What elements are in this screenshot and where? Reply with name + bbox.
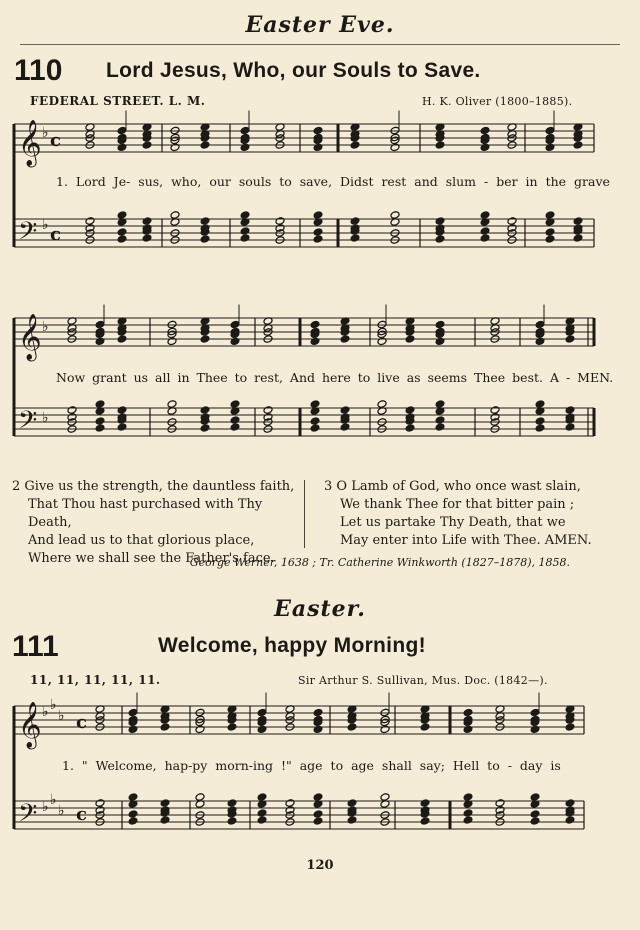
note-head bbox=[390, 143, 400, 152]
note-head bbox=[160, 723, 170, 732]
hymn-number: 110 bbox=[14, 54, 63, 87]
note-head bbox=[420, 799, 430, 808]
note-head bbox=[435, 141, 445, 150]
hymn-title: Welcome, happy Morning! bbox=[158, 634, 426, 657]
note-head bbox=[170, 143, 180, 152]
note-head bbox=[435, 423, 445, 432]
note-head bbox=[565, 335, 575, 344]
note-head bbox=[227, 799, 237, 808]
svg-text:♭: ♭ bbox=[42, 217, 49, 233]
treble-clef-icon: 𝄞 bbox=[18, 120, 42, 166]
note-head bbox=[200, 141, 210, 150]
note-head bbox=[463, 725, 473, 734]
note-head bbox=[230, 320, 240, 329]
note-head bbox=[377, 337, 387, 346]
note-head bbox=[313, 708, 323, 717]
note-head bbox=[313, 211, 323, 220]
note-head bbox=[507, 217, 517, 226]
note-head bbox=[313, 817, 323, 826]
note-head bbox=[435, 416, 445, 425]
note-head bbox=[200, 424, 210, 433]
note-head bbox=[240, 126, 250, 135]
note-head bbox=[545, 126, 555, 135]
svg-text:♭: ♭ bbox=[42, 704, 49, 720]
staff-lines-treble-1 bbox=[14, 124, 594, 152]
note-head bbox=[117, 235, 127, 244]
note-head bbox=[347, 816, 357, 825]
note-head bbox=[227, 817, 237, 826]
note-head bbox=[230, 416, 240, 425]
note-head bbox=[313, 126, 323, 135]
note-head bbox=[313, 793, 323, 802]
note-head bbox=[573, 217, 583, 226]
note-head bbox=[200, 406, 210, 415]
note-head bbox=[405, 406, 415, 415]
composer: Sir Arthur S. Sullivan, Mus. Doc. (1842—). bbox=[298, 674, 548, 687]
note-head bbox=[117, 228, 127, 237]
note-head bbox=[310, 417, 320, 426]
note-head bbox=[530, 725, 540, 734]
note-head bbox=[230, 423, 240, 432]
staff-lines-bass-1 bbox=[14, 219, 594, 247]
note-head bbox=[195, 793, 205, 802]
note-head bbox=[128, 725, 138, 734]
note-head bbox=[227, 723, 237, 732]
note-head bbox=[95, 400, 105, 409]
note-head bbox=[200, 235, 210, 244]
note-head bbox=[463, 793, 473, 802]
note-head bbox=[310, 320, 320, 329]
tune-name: FEDERAL STREET. L. M. bbox=[30, 94, 206, 108]
note-head bbox=[535, 337, 545, 346]
note-head bbox=[565, 406, 575, 415]
note-head bbox=[128, 793, 138, 802]
note-head bbox=[435, 235, 445, 244]
note-head bbox=[117, 406, 127, 415]
note-head bbox=[117, 211, 127, 220]
note-head bbox=[117, 126, 127, 135]
note-head bbox=[200, 335, 210, 344]
note-head bbox=[380, 725, 390, 734]
svg-text:c: c bbox=[76, 712, 87, 733]
note-head bbox=[565, 816, 575, 825]
note-head bbox=[347, 799, 357, 808]
svg-text:𝄞: 𝄞 bbox=[18, 314, 42, 360]
note-head bbox=[565, 423, 575, 432]
svg-text:♭: ♭ bbox=[42, 410, 49, 426]
svg-text:♭: ♭ bbox=[42, 125, 49, 141]
note-head bbox=[420, 817, 430, 826]
note-head bbox=[530, 708, 540, 717]
note-head bbox=[167, 337, 177, 346]
svg-text:♭: ♭ bbox=[58, 803, 65, 819]
svg-text:♭: ♭ bbox=[42, 319, 49, 335]
note-head bbox=[573, 234, 583, 243]
lyrics-line-2: Now grant us all in Thee to rest, And here to live as seems Thee best. A - MEN. bbox=[56, 370, 614, 385]
note-head bbox=[435, 400, 445, 409]
verse-divider bbox=[304, 480, 305, 548]
common-time-icon: c bbox=[50, 130, 61, 151]
note-head bbox=[240, 227, 250, 236]
note-head bbox=[117, 143, 127, 152]
note-head bbox=[530, 793, 540, 802]
note-head bbox=[95, 320, 105, 329]
note-head bbox=[275, 217, 285, 226]
note-head bbox=[405, 335, 415, 344]
note-head bbox=[545, 235, 555, 244]
note-head bbox=[350, 141, 360, 150]
lyrics-line-1: 1. Lord Je- sus, who, our souls to save, Didst rest and slum - ber in the grave bbox=[56, 174, 610, 189]
svg-text:𝄢: 𝄢 bbox=[18, 406, 38, 441]
note-head bbox=[435, 320, 445, 329]
note-head bbox=[340, 406, 350, 415]
note-head bbox=[160, 799, 170, 808]
note-head bbox=[310, 400, 320, 409]
note-head bbox=[565, 723, 575, 732]
note-head bbox=[257, 708, 267, 717]
note-head bbox=[167, 400, 177, 409]
note-head bbox=[128, 810, 138, 819]
svg-text:𝄢: 𝄢 bbox=[18, 799, 38, 834]
section-heading-easter-eve: Easter Eve. bbox=[245, 12, 395, 38]
note-head bbox=[200, 217, 210, 226]
note-head bbox=[85, 217, 95, 226]
note-head bbox=[313, 143, 323, 152]
verse-2: 2 Give us the strength, the dauntless faith, That Thou hast purchased with Thy Death, And lead us to that glorious place, Where we shall see the Father's face. bbox=[12, 479, 295, 566]
note-head bbox=[535, 424, 545, 433]
note-head bbox=[285, 799, 295, 808]
note-head bbox=[240, 143, 250, 152]
note-head bbox=[95, 799, 105, 808]
note-head bbox=[117, 335, 127, 344]
page-number: 120 bbox=[306, 858, 334, 873]
note-head bbox=[545, 143, 555, 152]
svg-text:♭: ♭ bbox=[58, 708, 65, 724]
note-head bbox=[263, 406, 273, 415]
note-head bbox=[240, 234, 250, 243]
note-head bbox=[67, 406, 77, 415]
note-head bbox=[545, 211, 555, 220]
note-head bbox=[313, 235, 323, 244]
note-head bbox=[117, 423, 127, 432]
note-head bbox=[380, 793, 390, 802]
note-head bbox=[390, 211, 400, 220]
svg-text:𝄞: 𝄞 bbox=[18, 702, 42, 748]
note-head bbox=[128, 817, 138, 826]
note-head bbox=[340, 423, 350, 432]
note-head bbox=[490, 406, 500, 415]
note-head bbox=[142, 217, 152, 226]
note-head bbox=[257, 809, 267, 818]
hymn-title: Lord Jesus, Who, our Souls to Save. bbox=[106, 59, 481, 82]
note-head bbox=[95, 337, 105, 346]
note-head bbox=[170, 211, 180, 220]
note-head bbox=[350, 234, 360, 243]
svg-text:♭: ♭ bbox=[50, 697, 57, 713]
note-head bbox=[128, 708, 138, 717]
note-head bbox=[377, 400, 387, 409]
note-head bbox=[313, 810, 323, 819]
hymn-number: 111 bbox=[12, 630, 59, 663]
note-head bbox=[195, 725, 205, 734]
note-head bbox=[313, 228, 323, 237]
note-head bbox=[405, 424, 415, 433]
note-head bbox=[535, 417, 545, 426]
note-head bbox=[535, 320, 545, 329]
note-head bbox=[435, 217, 445, 226]
note-head bbox=[350, 217, 360, 226]
section-heading-easter: Easter. bbox=[274, 596, 366, 622]
lyrics-line-3: 1. " Welcome, hap-py morn-ing !" age to age shall say; Hell to - day is bbox=[62, 758, 561, 773]
note-head bbox=[495, 799, 505, 808]
tune-name: 11, 11, 11, 11, 11. bbox=[30, 673, 161, 687]
note-head bbox=[310, 337, 320, 346]
note-head bbox=[530, 810, 540, 819]
bass-clef-icon: 𝄢 bbox=[18, 217, 38, 252]
note-head bbox=[535, 400, 545, 409]
verse-3: 3 O Lamb of God, who once wast slain, We thank Thee for that bitter pain ; Let us partake Thy Death, that we May enter into Life with Thee. AMEN. bbox=[324, 479, 592, 548]
note-head bbox=[463, 809, 473, 818]
note-head bbox=[463, 708, 473, 717]
note-head bbox=[230, 337, 240, 346]
note-head bbox=[480, 143, 490, 152]
note-head bbox=[573, 141, 583, 150]
svg-text:c: c bbox=[76, 804, 87, 825]
note-head bbox=[463, 816, 473, 825]
note-head bbox=[435, 337, 445, 346]
note-head bbox=[257, 725, 267, 734]
note-head bbox=[142, 234, 152, 243]
note-head bbox=[160, 816, 170, 825]
note-head bbox=[565, 799, 575, 808]
note-head bbox=[95, 424, 105, 433]
note-head bbox=[257, 816, 267, 825]
note-head bbox=[530, 817, 540, 826]
note-head bbox=[310, 424, 320, 433]
svg-text:♭: ♭ bbox=[42, 799, 49, 815]
credit-line: George Werner, 1638 ; Tr. Catherine Winkworth (1827–1878), 1858. bbox=[189, 556, 570, 569]
note-head bbox=[240, 211, 250, 220]
note-head bbox=[545, 228, 555, 237]
note-head bbox=[340, 335, 350, 344]
note-head bbox=[420, 723, 430, 732]
note-head bbox=[480, 234, 490, 243]
note-head bbox=[95, 417, 105, 426]
composer: H. K. Oliver (1800–1885). bbox=[422, 95, 573, 108]
note-head bbox=[257, 793, 267, 802]
note-head bbox=[347, 723, 357, 732]
note-head bbox=[480, 211, 490, 220]
note-head bbox=[313, 725, 323, 734]
svg-text:c: c bbox=[50, 224, 61, 245]
note-head bbox=[480, 126, 490, 135]
note-head bbox=[230, 400, 240, 409]
svg-text:♭: ♭ bbox=[50, 792, 57, 808]
note-head bbox=[480, 227, 490, 236]
note-head bbox=[142, 141, 152, 150]
